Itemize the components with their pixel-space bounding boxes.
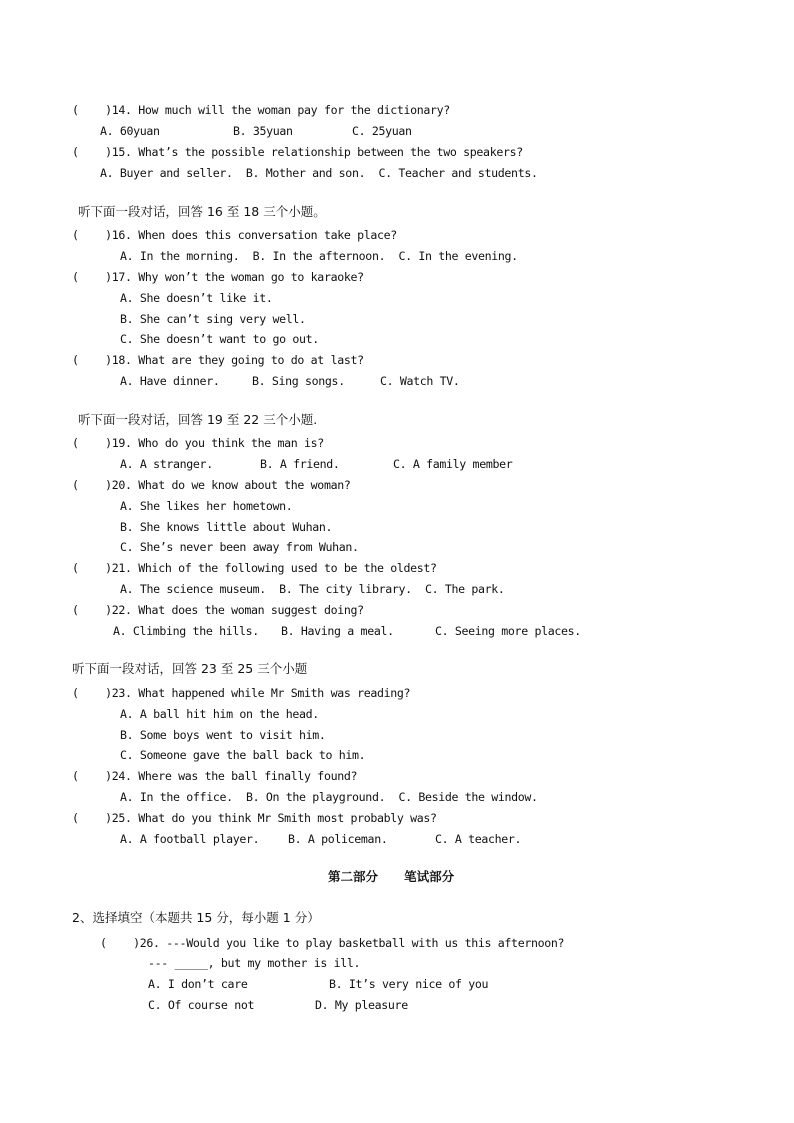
question-15: ( )15. What’s the possible relationship between the two speakers?: [72, 145, 523, 159]
question-26: ( )26. ---Would you like to play basketball with us this afternoon?: [100, 936, 565, 950]
q23-option-c: C. Someone gave the ball back to him.: [120, 748, 366, 762]
q17-option-a: A. She doesn’t like it.: [120, 291, 273, 305]
question-18: ( )18. What are they going to do at last?: [72, 353, 364, 367]
question-23: ( )23. What happened while Mr Smith was reading?: [72, 686, 411, 700]
q15-options: A. Buyer and seller. B. Mother and son. C. Teacher and students.: [100, 166, 538, 180]
q17-option-b: B. She can’t sing very well.: [120, 312, 306, 326]
q25-option-c: C. A teacher.: [435, 832, 522, 846]
q19-option-b: B. A friend.: [260, 457, 340, 471]
question-14: ( )14. How much will the woman pay for the dictionary?: [72, 103, 450, 117]
part-2-title: 第二部分 笔试部分: [328, 869, 455, 884]
q18-option-c: C. Watch TV.: [380, 374, 460, 388]
q24-options: A. In the office. B. On the playground. C. Beside the window.: [120, 790, 538, 804]
q22-option-a: A. Climbing the hills.: [113, 624, 259, 638]
q26-option-c: C. Of course not: [148, 998, 255, 1012]
q17-option-c: C. She doesn’t want to go out.: [120, 332, 319, 346]
q18-option-a: A. Have dinner.: [120, 374, 220, 388]
q22-option-b: B. Having a meal.: [281, 624, 394, 638]
q20-option-b: B. She knows little about Wuhan.: [120, 520, 333, 534]
q14-option-c: C. 25yuan: [352, 124, 412, 138]
q18-option-b: B. Sing songs.: [252, 374, 345, 388]
question-25: ( )25. What do you think Mr Smith most probably was?: [72, 811, 437, 825]
question-17: ( )17. Why won’t the woman go to karaoke?: [72, 270, 364, 284]
q14-option-a: A. 60yuan: [100, 124, 160, 138]
question-22: ( )22. What does the woman suggest doing?: [72, 603, 364, 617]
q19-option-c: C. A family member: [393, 457, 513, 471]
question-16: ( )16. When does this conversation take place?: [72, 228, 397, 242]
question-26-reply: --- _____, but my mother is ill.: [148, 956, 361, 970]
section-heading-23-25: 听下面一段对话，回答 23 至 25 三个小题: [72, 661, 308, 676]
q26-option-b: B. It’s very nice of you: [329, 977, 489, 991]
question-19: ( )19. Who do you think the man is?: [72, 436, 324, 450]
q23-option-b: B. Some boys went to visit him.: [120, 728, 326, 742]
q20-option-c: C. She’s never been away from Wuhan.: [120, 540, 359, 554]
q26-option-a: A. I don’t care: [148, 977, 248, 991]
question-20: ( )20. What do we know about the woman?: [72, 478, 351, 492]
q14-option-b: B. 35yuan: [233, 124, 293, 138]
q21-options: A. The science museum. B. The city library. C. The park.: [120, 582, 505, 596]
q25-option-b: B. A policeman.: [288, 832, 388, 846]
section-2-heading: 2、选择填空（本题共 15 分，每小题 1 分）: [72, 910, 320, 925]
q20-option-a: A. She likes her hometown.: [120, 499, 293, 513]
q16-options: A. In the morning. B. In the afternoon. C. In the evening.: [120, 249, 518, 263]
question-21: ( )21. Which of the following used to be the oldest?: [72, 561, 437, 575]
question-24: ( )24. Where was the ball finally found?: [72, 769, 358, 783]
q26-option-d: D. My pleasure: [315, 998, 408, 1012]
q23-option-a: A. A ball hit him on the head.: [120, 707, 319, 721]
q22-option-c: C. Seeing more places.: [435, 624, 581, 638]
section-heading-16-18: 听下面一段对话，回答 16 至 18 三个小题。: [78, 204, 326, 219]
q19-option-a: A. A stranger.: [120, 457, 213, 471]
q25-option-a: A. A football player.: [120, 832, 260, 846]
section-heading-19-22: 听下面一段对话，回答 19 至 22 三个小题.: [78, 412, 318, 427]
